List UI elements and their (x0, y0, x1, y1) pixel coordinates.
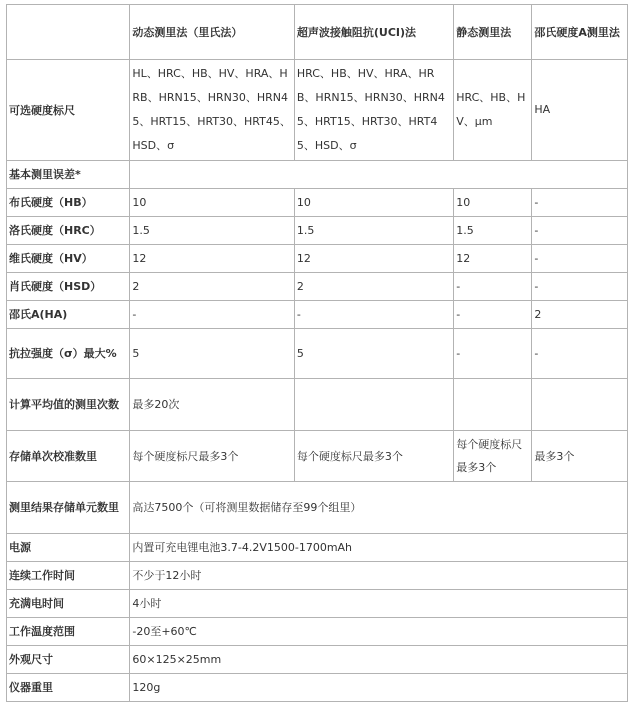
cell: 2 (294, 273, 453, 301)
header-shore-a-method: 邵氏硬度A测里法 (532, 5, 628, 60)
cell: 10 (454, 189, 532, 217)
row-label: 洛氏硬度（HRC） (7, 217, 130, 245)
row-label: 肖氏硬度（HSD） (7, 273, 130, 301)
table-row (7, 562, 628, 590)
table-row (7, 618, 628, 646)
row-label: 仪器重里 (7, 674, 130, 702)
cell: 不少于12小时 (130, 562, 628, 590)
row-label: 外观尺寸 (7, 646, 130, 674)
table-row (7, 329, 628, 379)
cell: 最多3个 (532, 431, 628, 482)
header-row (7, 5, 628, 60)
cell: 每个硬度标尺最多3个 (130, 431, 295, 482)
cell: 12 (130, 245, 295, 273)
cell: 12 (454, 245, 532, 273)
cell: 10 (130, 189, 295, 217)
row-label: 工作温度范围 (7, 618, 130, 646)
table-row (7, 189, 628, 217)
cell (532, 379, 628, 431)
cell (294, 379, 453, 431)
cell: - (532, 189, 628, 217)
row-label: 计算平均值的测里次数 (7, 379, 130, 431)
cell: 2 (130, 273, 295, 301)
cell: - (532, 245, 628, 273)
table-row (7, 161, 628, 189)
cell: 每个硬度标尺最多3个 (454, 431, 532, 482)
cell: - (532, 217, 628, 245)
cell: 内置可充电锂电池3.7-4.2V1500-1700mAh (130, 534, 628, 562)
cell: - (454, 301, 532, 329)
cell: 10 (294, 189, 453, 217)
cell: 120g (130, 674, 628, 702)
table-row (7, 431, 628, 482)
table-row (7, 245, 628, 273)
table-row (7, 590, 628, 618)
cell: 5 (294, 329, 453, 379)
table-row (7, 301, 628, 329)
row-label: 邵氏A(HA) (7, 301, 130, 329)
row-label: 存储单次校准数里 (7, 431, 130, 482)
cell (130, 161, 628, 189)
table-row (7, 646, 628, 674)
cell: - (454, 329, 532, 379)
table-row (7, 379, 628, 431)
cell (454, 379, 532, 431)
cell: 1.5 (294, 217, 453, 245)
row-label: 充满电时间 (7, 590, 130, 618)
cell: HL、HRC、HB、HV、HRA、HRB、HRN15、HRN30、HRN45、HRT15、HRT30、HRT45、HSD、σ (130, 60, 295, 161)
cell: 1.5 (130, 217, 295, 245)
cell: -20至+60℃ (130, 618, 628, 646)
cell: 2 (532, 301, 628, 329)
cell: HRC、HB、HV、μm (454, 60, 532, 161)
header-dynamic-method: 动态测里法（里氏法） (130, 5, 295, 60)
cell: - (532, 273, 628, 301)
spec-table (6, 4, 628, 702)
row-label: 电源 (7, 534, 130, 562)
row-label: 测里结果存储单元数里 (7, 482, 130, 534)
table-row (7, 482, 628, 534)
cell: 每个硬度标尺最多3个 (294, 431, 453, 482)
cell: - (294, 301, 453, 329)
cell: 1.5 (454, 217, 532, 245)
cell: - (454, 273, 532, 301)
cell: HRC、HB、HV、HRA、HRB、HRN15、HRN30、HRN45、HRT15、HRT30、HRT45、HSD、σ (294, 60, 453, 161)
table-row (7, 674, 628, 702)
header-uci-method: 超声波接触阻抗(UCI)法 (294, 5, 453, 60)
header-corner (7, 5, 130, 60)
cell: 5 (130, 329, 295, 379)
header-static-method: 静态测里法 (454, 5, 532, 60)
row-label: 抗拉强度（σ）最大% (7, 329, 130, 379)
row-label: 连续工作时间 (7, 562, 130, 590)
table-row (7, 273, 628, 301)
cell: 4小时 (130, 590, 628, 618)
row-label: 可选硬度标尺 (7, 60, 130, 161)
table-row (7, 60, 628, 161)
cell: 最多20次 (130, 379, 295, 431)
cell: 12 (294, 245, 453, 273)
cell: 高达7500个（可将测里数据储存至99个组里） (130, 482, 628, 534)
row-label: 布氏硬度（HB） (7, 189, 130, 217)
table-row (7, 217, 628, 245)
cell: - (532, 329, 628, 379)
table-row (7, 534, 628, 562)
row-label: 维氏硬度（HV） (7, 245, 130, 273)
cell: 60×125×25mm (130, 646, 628, 674)
cell: HA (532, 60, 628, 161)
cell: - (130, 301, 295, 329)
row-label: 基本测里误差* (7, 161, 130, 189)
